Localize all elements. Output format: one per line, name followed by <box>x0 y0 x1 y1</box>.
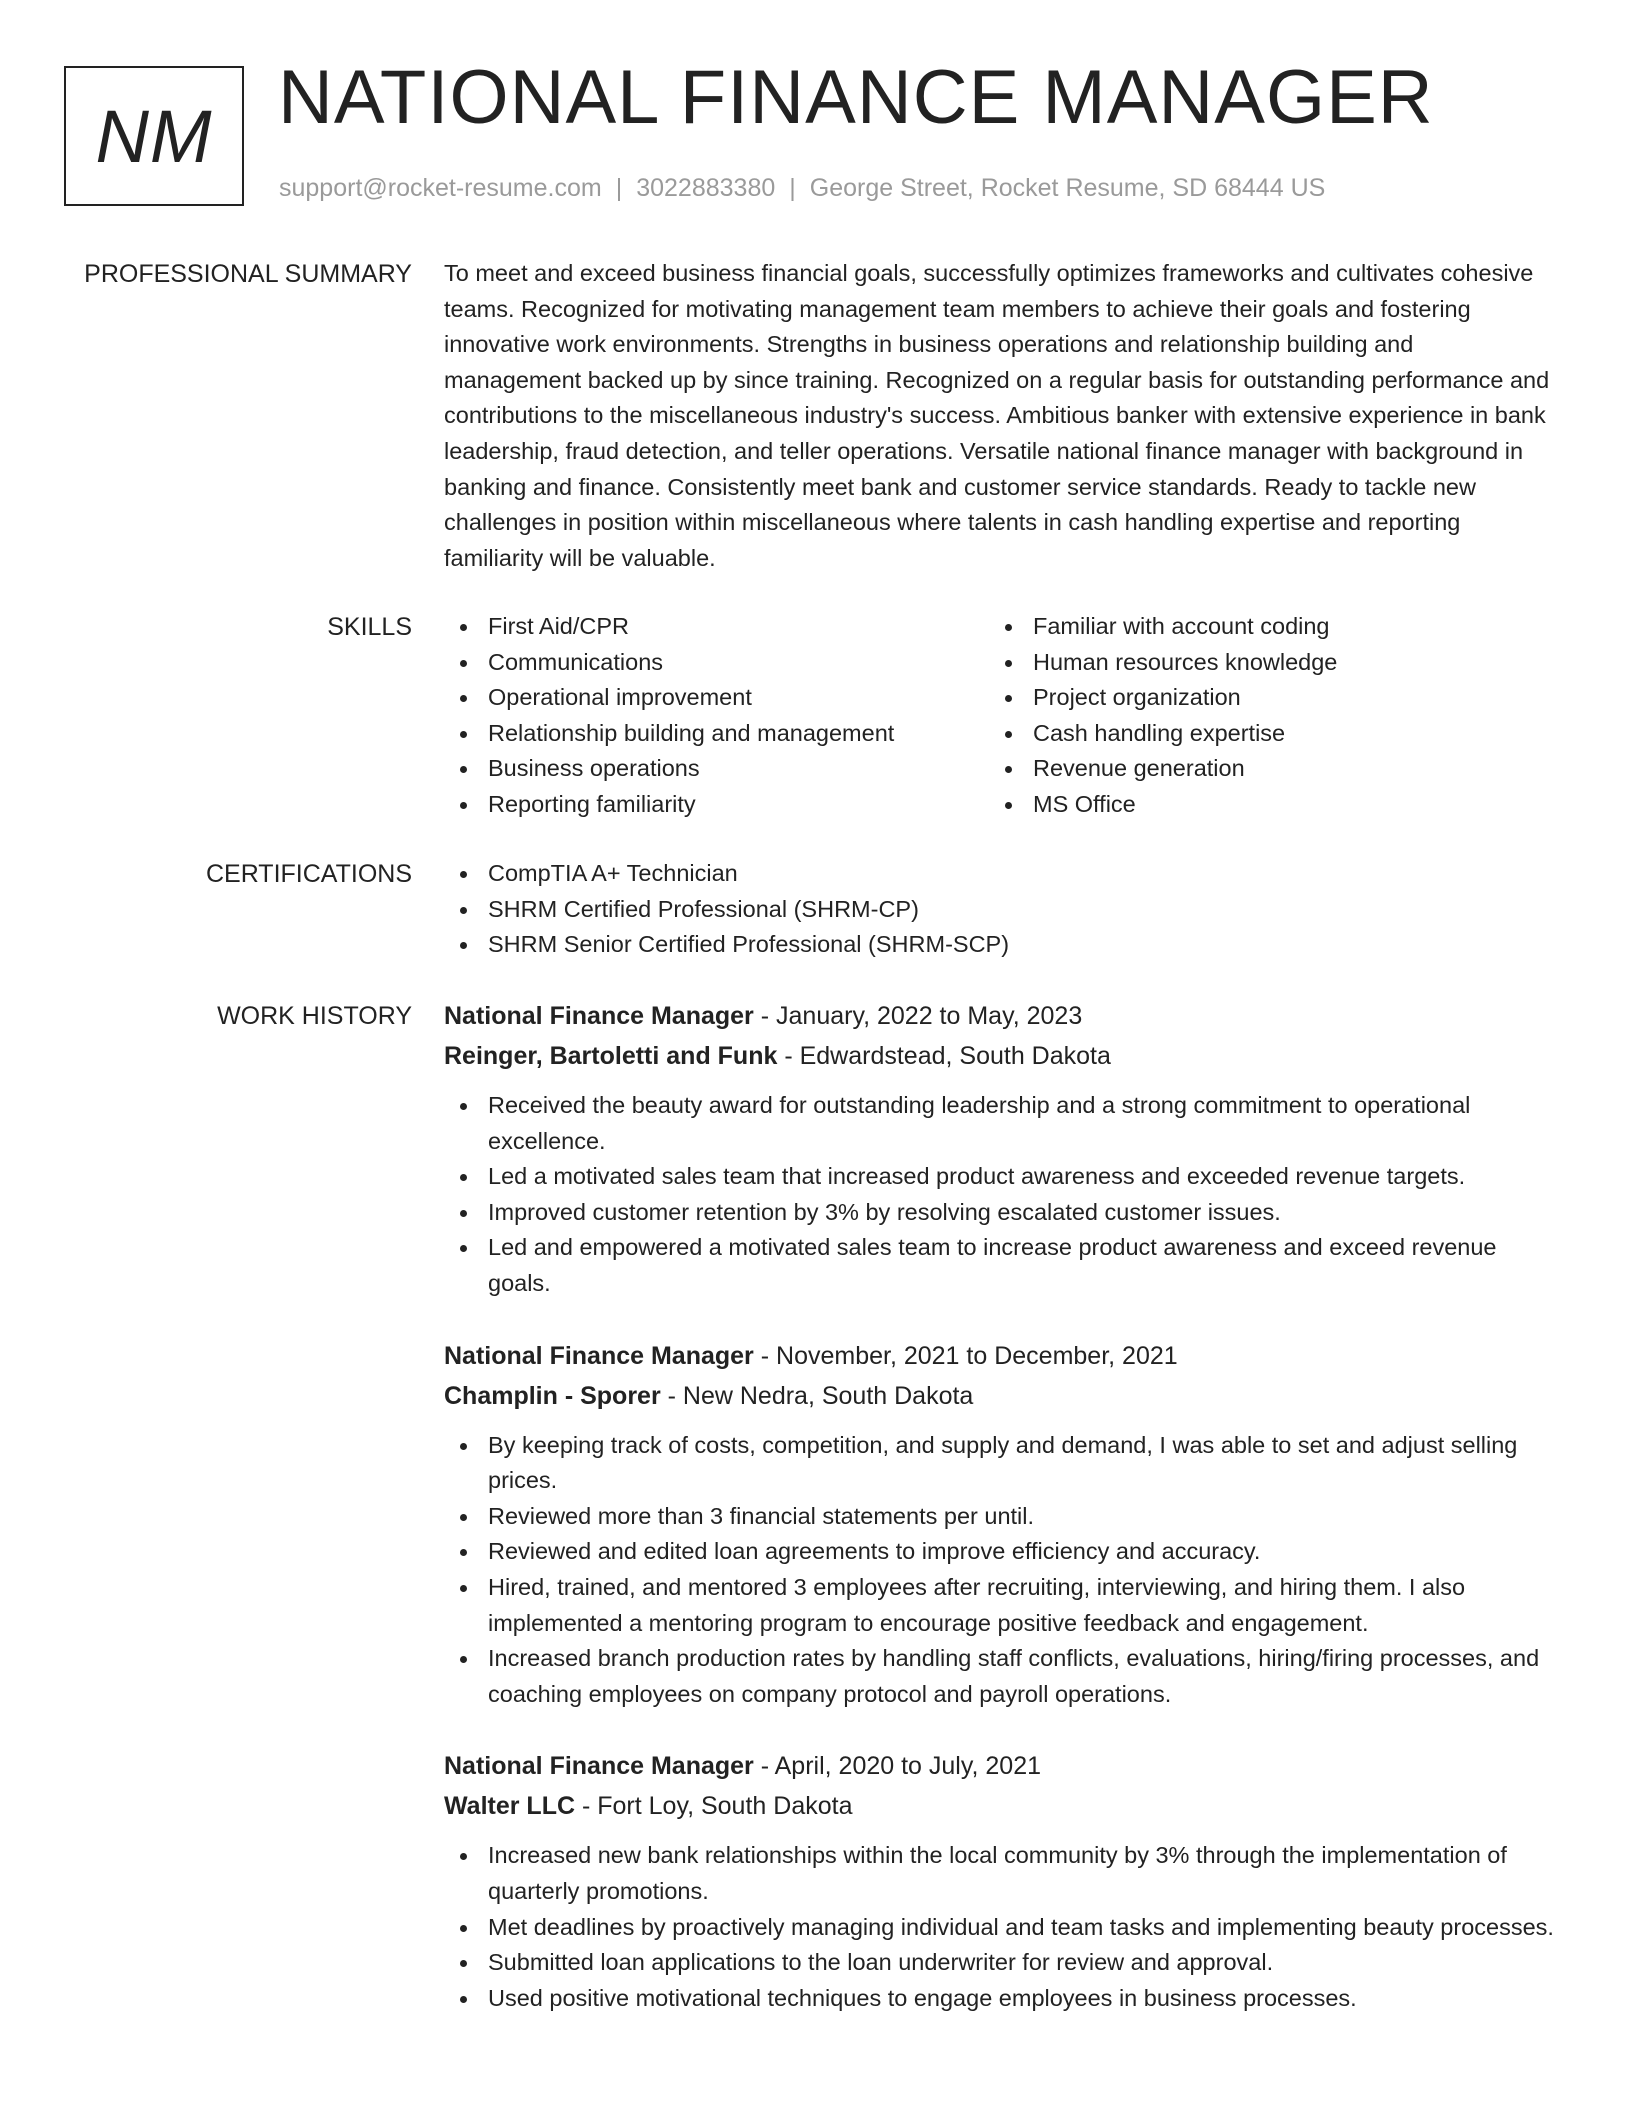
section-heading-work-history: WORK HISTORY <box>217 1002 412 1030</box>
certification-item: SHRM Certified Professional (SHRM-CP) <box>444 892 1556 928</box>
job-company: Reinger, Bartoletti and Funk <box>444 1042 778 1070</box>
skill-item: First Aid/CPR <box>444 609 989 645</box>
section-heading-certifications: CERTIFICATIONS <box>205 860 412 888</box>
job-dates: - January, 2022 to May, 2023 <box>753 1002 1083 1030</box>
job-location: - Edwardstead, South Dakota <box>777 1042 1111 1070</box>
skill-item: Human resources knowledge <box>989 645 1534 681</box>
contact-phone[interactable]: 3022883380 <box>636 174 776 202</box>
skill-item: Communications <box>444 645 989 681</box>
skill-item: Relationship building and management <box>444 716 989 752</box>
skills-body <box>444 609 1556 823</box>
job-bullet: Submitted loan applications to the loan underwriter for review and approval. <box>444 1945 1556 1981</box>
contact-line <box>279 174 1325 203</box>
job-entry <box>444 996 1556 1302</box>
skill-item: Reporting familiarity <box>444 787 989 823</box>
job-title-line <box>444 996 1556 1036</box>
skill-item: Business operations <box>444 751 989 787</box>
job-company-line <box>444 1036 1556 1076</box>
job-bullet: By keeping track of costs, competition, and supply and demand, I was able to set and adjust selling prices. <box>444 1428 1556 1499</box>
skill-item: Familiar with account coding <box>989 609 1534 645</box>
job-title: National Finance Manager <box>444 1002 754 1030</box>
job-bullet: Hired, trained, and mentored 3 employees after recruiting, interviewing, and hiring them. I also implemented a mentoring program to encourage positive feedback and engagement. <box>444 1570 1556 1641</box>
contact-separator: | <box>615 174 623 202</box>
contact-email[interactable]: support@rocket-resume.com <box>279 174 602 202</box>
certifications-list <box>444 856 1556 963</box>
job-location: - New Nedra, South Dakota <box>660 1381 974 1410</box>
skill-item: MS Office <box>989 787 1534 823</box>
job-location: - Fort Loy, South Dakota <box>575 1792 853 1821</box>
job-bullet: Met deadlines by proactively managing individual and team tasks and implementing beauty processes. <box>444 1910 1556 1946</box>
job-title-line <box>444 1746 1556 1786</box>
job-entry <box>444 1336 1556 1713</box>
skills-column-right <box>989 609 1534 823</box>
monogram-initials: NM <box>95 94 213 178</box>
skill-item: Cash handling expertise <box>989 716 1534 752</box>
job-bullet: Increased new bank relationships within the local community by 3% through the implementation of quarterly promotions. <box>444 1838 1556 1909</box>
job-bullet: Reviewed more than 3 financial statements per until. <box>444 1499 1556 1535</box>
job-company-line <box>444 1376 1556 1416</box>
job-title: National Finance Manager <box>444 1341 754 1370</box>
summary-text: To meet and exceed business financial goals, successfully optimizes frameworks and cultivates cohesive teams. Recognized for motivating management team members to achieve their goals and fostering innovative work environments. Strengths in business operations and relationship building and management backed up by since training. Recognized on a regular basis for outstanding performance and contributions to the miscellaneous industry's success. Ambitious banker with extensive experience in bank leadership, fraud detection, and teller operations. Versatile national finance manager with background in banking and finance. Consistently meet bank and customer service standards. Ready to tackle new challenges in position within miscellaneous where talents in cash handling expertise and reporting familiarity will be valuable. <box>444 260 1550 571</box>
section-heading-skills: SKILLS <box>327 613 412 641</box>
section-heading-summary: PROFESSIONAL SUMMARY <box>84 260 412 288</box>
skill-item: Operational improvement <box>444 680 989 716</box>
job-bullet: Improved customer retention by 3% by resolving escalated customer issues. <box>444 1195 1556 1231</box>
work-history-body <box>444 996 1556 2050</box>
job-bullets <box>444 1838 1556 2016</box>
job-bullet: Reviewed and edited loan agreements to improve efficiency and accuracy. <box>444 1534 1556 1570</box>
job-bullet: Led and empowered a motivated sales team to increase product awareness and exceed revenue goals. <box>444 1230 1556 1301</box>
job-bullets <box>444 1088 1556 1302</box>
job-company-line <box>444 1786 1556 1826</box>
skill-item: Project organization <box>989 680 1534 716</box>
monogram-box <box>64 66 244 206</box>
job-title: National Finance Manager <box>444 1752 754 1781</box>
job-bullet: Increased branch production rates by handling staff conflicts, evaluations, hiring/firing processes, and coaching employees on company protocol and payroll operations. <box>444 1641 1556 1712</box>
skill-item: Revenue generation <box>989 751 1534 787</box>
resume-title: NATIONAL FINANCE MANAGER <box>278 55 1434 140</box>
job-title-line <box>444 1336 1556 1376</box>
job-bullets <box>444 1428 1556 1713</box>
job-bullet: Received the beauty award for outstanding leadership and a strong commitment to operational excellence. <box>444 1088 1556 1159</box>
job-bullet: Led a motivated sales team that increased product awareness and exceeded revenue targets. <box>444 1159 1556 1195</box>
contact-separator: | <box>789 174 796 202</box>
certification-item: SHRM Senior Certified Professional (SHRM-SCP) <box>444 927 1556 963</box>
certifications-body <box>444 856 1556 963</box>
job-dates: - April, 2020 to July, 2021 <box>753 1752 1042 1781</box>
certification-item: CompTIA A+ Technician <box>444 856 1556 892</box>
job-entry <box>444 1746 1556 2016</box>
summary-body <box>444 256 1556 576</box>
contact-address: George Street, Rocket Resume, SD 68444 US <box>809 174 1326 202</box>
job-dates: - November, 2021 to December, 2021 <box>753 1341 1178 1370</box>
job-company: Walter LLC <box>444 1792 576 1821</box>
job-company: Champlin - Sporer <box>444 1381 661 1410</box>
skills-column-left <box>444 609 989 823</box>
job-bullet: Used positive motivational techniques to engage employees in business processes. <box>444 1981 1556 2017</box>
